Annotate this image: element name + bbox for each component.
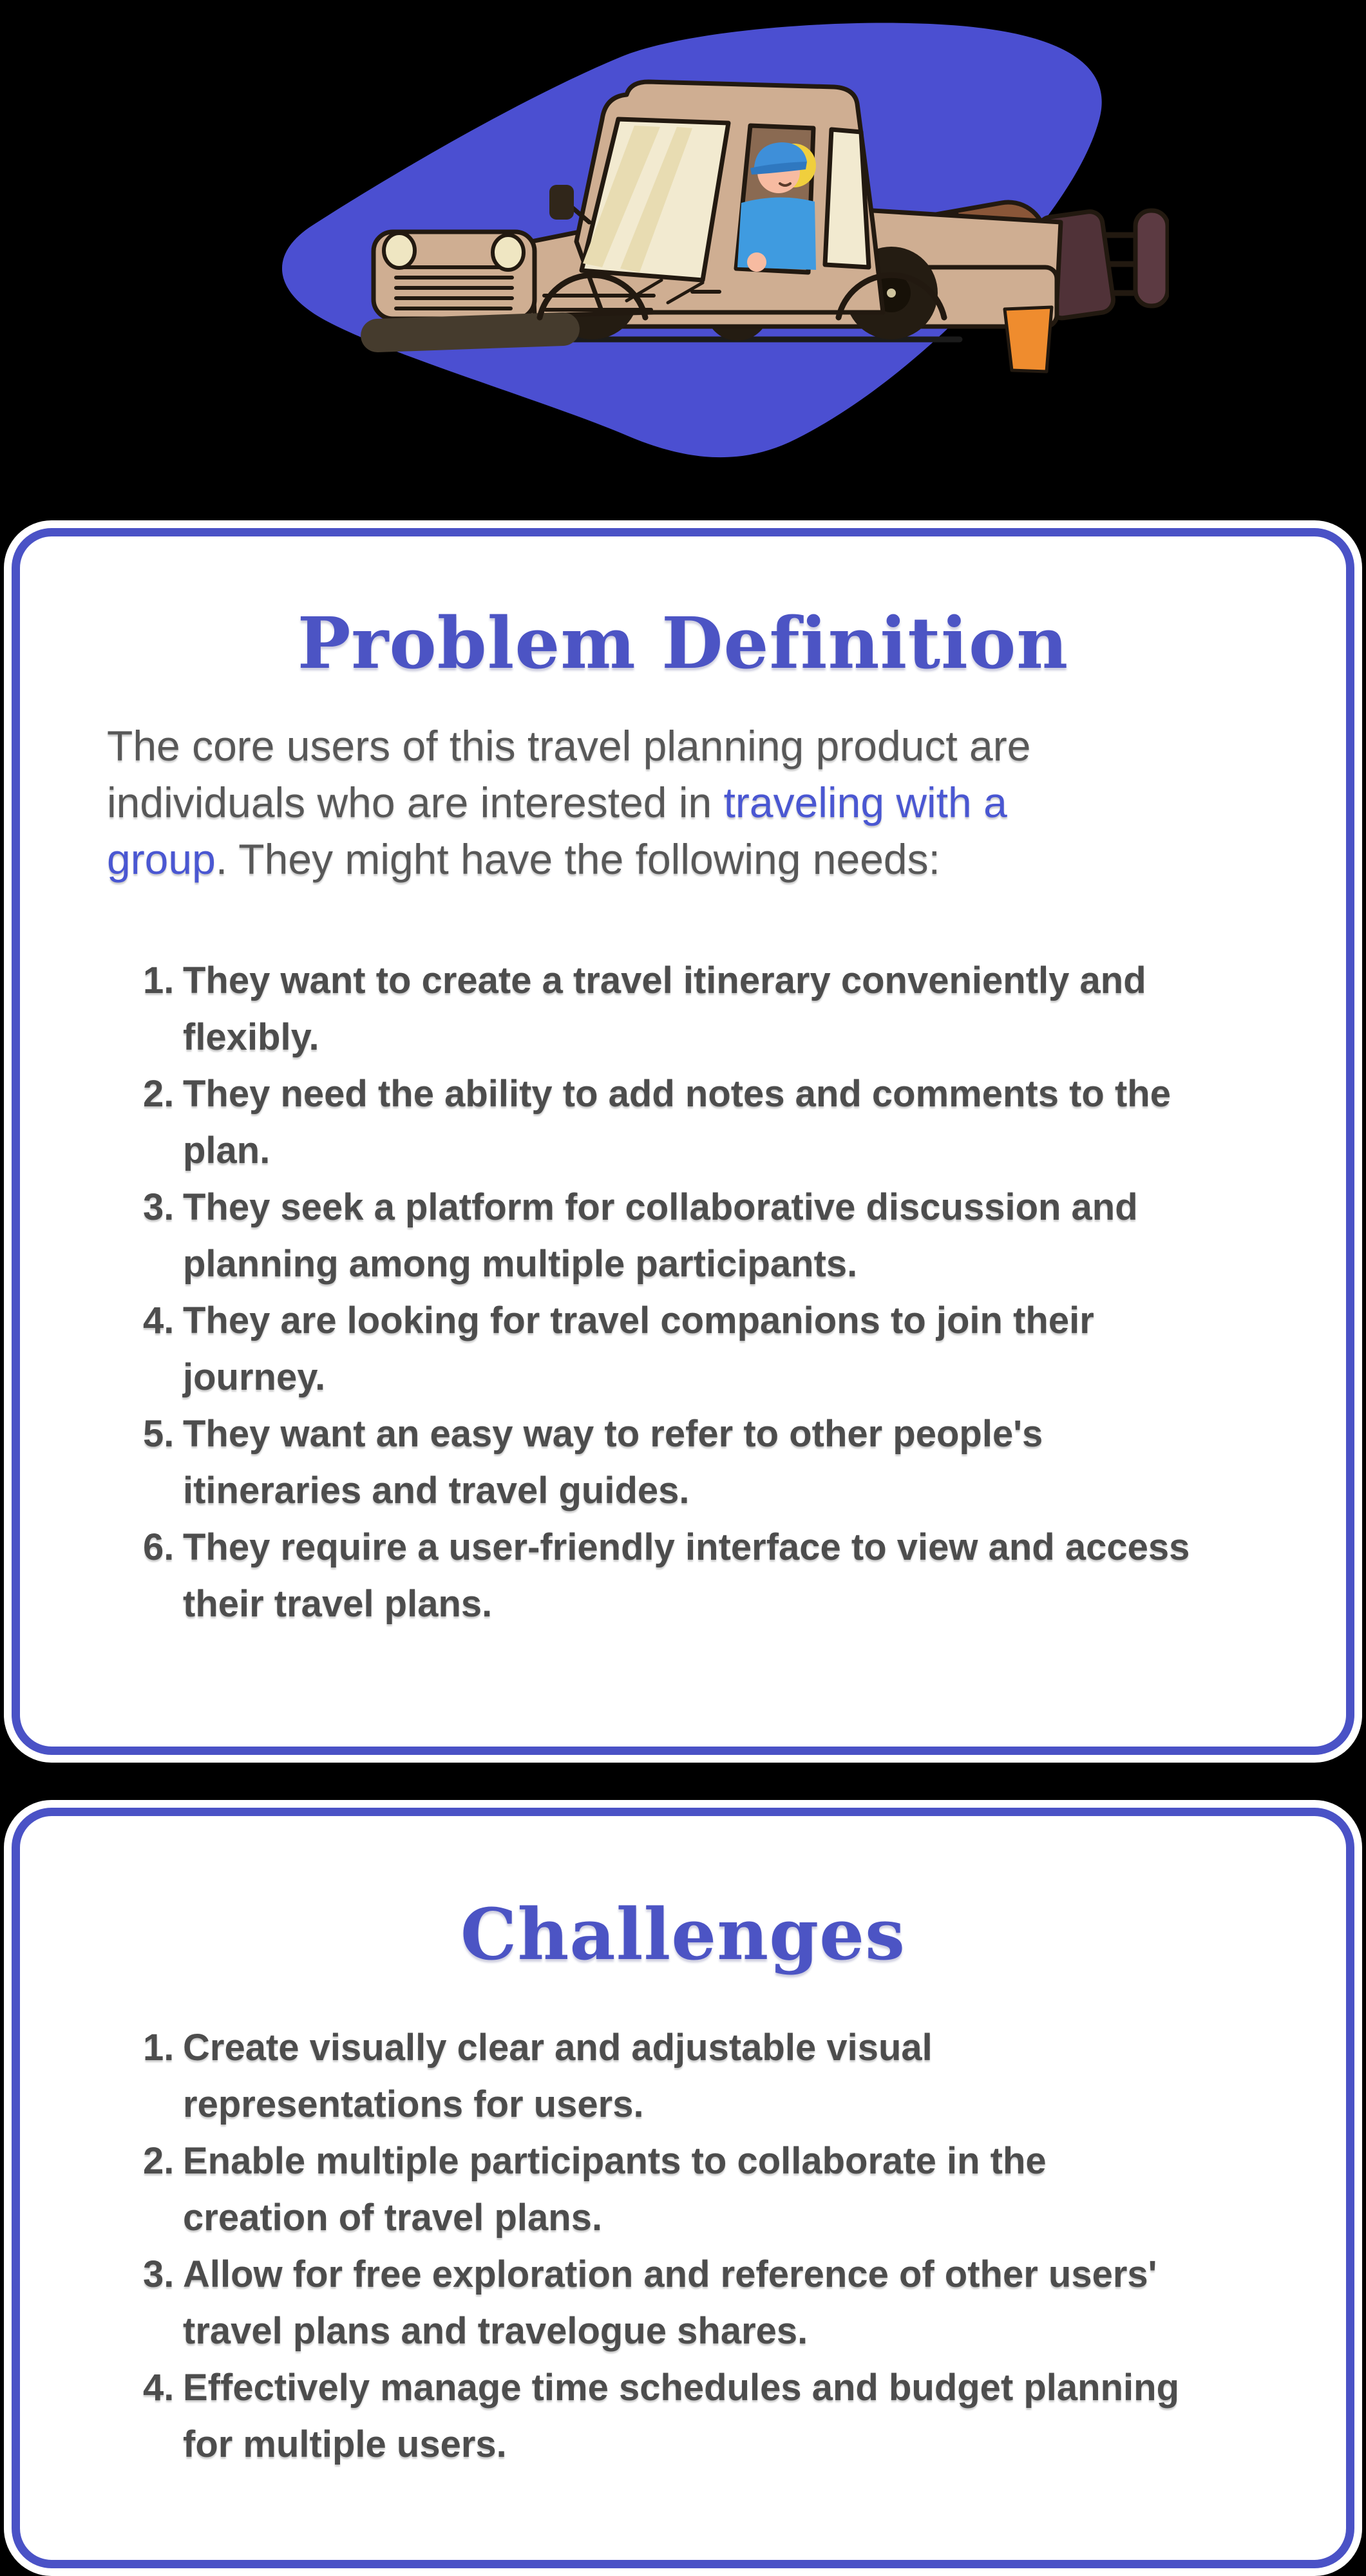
list-item-number: 1. [143, 960, 175, 1001]
intro-highlight: traveling with a [723, 779, 1007, 826]
list-item-text: They seek a platform for collaborative discussion and planning among multiple participants. [183, 1186, 1138, 1285]
list-item-text: They need the ability to add notes and comments to the plan. [183, 1073, 1171, 1171]
driver-hand [747, 252, 766, 272]
list-item [143, 1066, 1259, 1179]
list-item-text: Create visually clear and adjustable visual representations for users. [183, 2027, 933, 2125]
side-mirror [549, 185, 574, 220]
list-item [143, 2020, 1259, 2133]
challenges-card-frame [12, 1808, 1354, 2568]
problem-card-frame [12, 528, 1354, 1755]
list-item [143, 2360, 1259, 2473]
headlight-right [493, 235, 524, 270]
list-item-text: They want an easy way to refer to other people's itineraries and travel guides. [183, 1413, 1043, 1511]
intro-highlight-group: group [107, 835, 216, 883]
challenges-card [4, 1800, 1362, 2576]
list-item-number: 2. [143, 1073, 175, 1115]
list-item-number: 3. [143, 2253, 175, 2295]
list-item-text: Effectively manage time schedules and budget planning for multiple users. [183, 2367, 1179, 2465]
orange-accent [1005, 307, 1052, 372]
pickup-truck-illustration [242, 10, 1169, 467]
headlight-left [384, 233, 415, 268]
list-item [143, 952, 1259, 1066]
challenges-card-title: Challenges [460, 1893, 906, 1976]
list-item [143, 1293, 1259, 1406]
list-item [143, 1179, 1259, 1293]
list-item-number: 1. [143, 2027, 175, 2069]
list-item-number: 2. [143, 2140, 175, 2182]
intro-line1: The core users of this travel planning product are [107, 722, 1031, 770]
list-item-number: 3. [143, 1186, 175, 1228]
list-item-number: 4. [143, 1300, 175, 1341]
rear-window [825, 129, 869, 267]
list-item [143, 2246, 1259, 2360]
needs-list [143, 952, 1259, 1633]
problem-intro-paragraph [107, 717, 1259, 887]
list-item-text: They require a user-friendly interface to view and access their travel plans. [183, 1526, 1190, 1625]
intro-line2-text: individuals who are interested in [107, 779, 724, 826]
list-item [143, 1406, 1259, 1519]
challenges-list [143, 2020, 1259, 2473]
list-item-text: They want to create a travel itinerary conveniently and flexibly. [183, 960, 1146, 1058]
intro-line3-text: . They might have the following needs: [215, 835, 940, 883]
problem-definition-card [4, 520, 1362, 1763]
list-item-text: Allow for free exploration and reference of other users' travel plans and travelogue shares. [183, 2253, 1157, 2352]
problem-card-title: Problem Definition [297, 601, 1069, 685]
list-item-number: 4. [143, 2367, 175, 2409]
list-item [143, 2133, 1259, 2246]
spare-bag [1135, 211, 1168, 306]
list-item [143, 1519, 1259, 1633]
list-item-text: Enable multiple participants to collaborate in the creation of travel plans. [183, 2140, 1047, 2239]
list-item-number: 5. [143, 1413, 175, 1455]
list-item-text: They are looking for travel companions to join their journey. [183, 1300, 1094, 1398]
list-item-number: 6. [143, 1526, 175, 1568]
